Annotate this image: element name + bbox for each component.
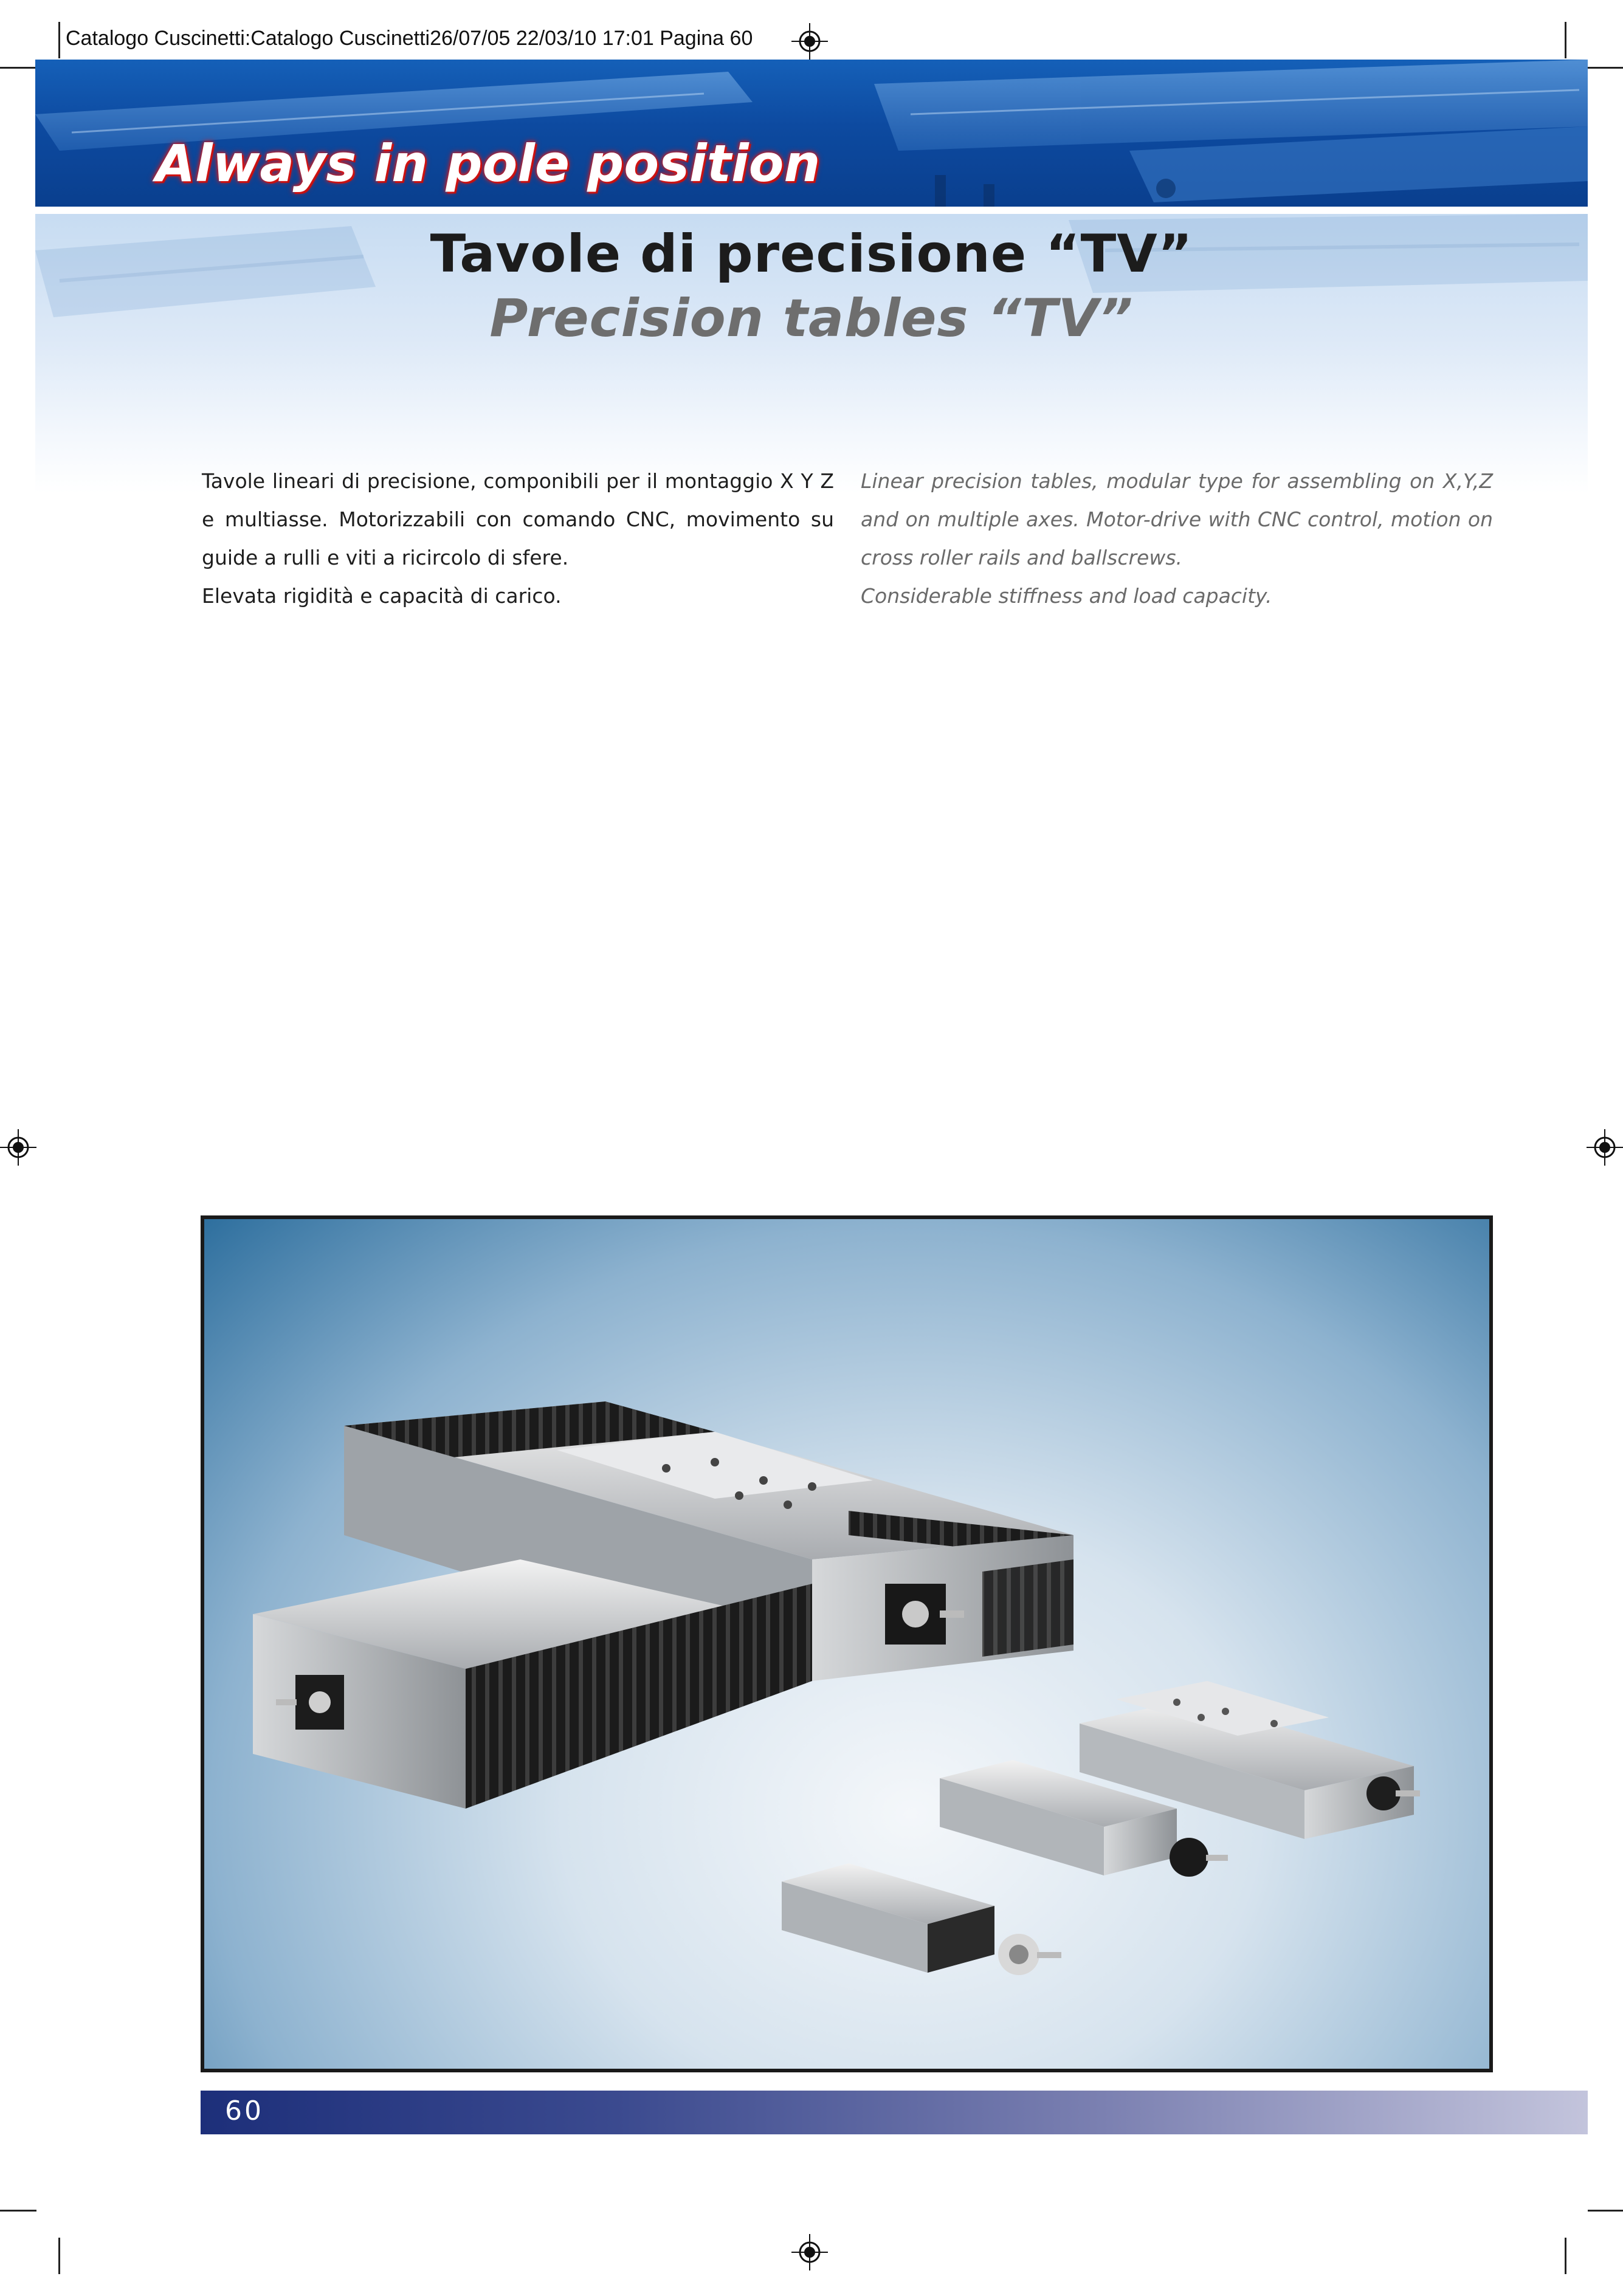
intro-english [861, 462, 1493, 615]
precision-tables-illustration [204, 1219, 1489, 2069]
intro-italian-paragraph: Tavole lineari di precisione, componibili per il montaggio X Y Z e multiasse. Motorizzabili con comando CNC, movimento su guide a rulli e viti a ricircolo di sfere. [202, 469, 834, 569]
footer-bar [201, 2091, 1588, 2134]
banner-slogan: Always in pole position [156, 134, 821, 193]
crop-mark [1565, 2238, 1566, 2274]
crop-mark [1588, 2210, 1623, 2212]
intro-english-paragraph: Considerable stiffness and load capacity. [861, 584, 1272, 608]
registration-mark-icon [791, 2234, 828, 2270]
smallest-table [782, 1863, 1061, 1975]
header-banner [35, 60, 1588, 207]
intro-italian [202, 462, 834, 615]
registration-mark-icon [791, 23, 828, 60]
crop-mark [58, 2238, 60, 2274]
product-photo [201, 1215, 1493, 2072]
page-title-english: Precision tables “TV” [489, 288, 1134, 349]
crop-mark [0, 67, 36, 69]
intro-italian-paragraph: Elevata rigidità e capacità di carico. [202, 584, 562, 608]
crop-mark [1588, 67, 1623, 69]
registration-mark-icon [1587, 1129, 1623, 1166]
page-number: 60 [225, 2095, 264, 2126]
crop-mark [58, 22, 60, 58]
intro-english-paragraph: Linear precision tables, modular type for assembling on X,Y,Z and on multiple axes. Motor-drive with CNC control, motion on cross roller rails and ballscrews. [861, 469, 1493, 569]
print-slug-line: Catalogo Cuscinetti:Catalogo Cuscinetti26/07/05 22/03/10 17:01 Pagina 60 [66, 27, 753, 50]
crop-mark [1565, 22, 1566, 58]
page-title-italian: Tavole di precisione “TV” [430, 224, 1193, 284]
crop-mark [0, 2210, 36, 2212]
registration-mark-icon [0, 1129, 36, 1166]
